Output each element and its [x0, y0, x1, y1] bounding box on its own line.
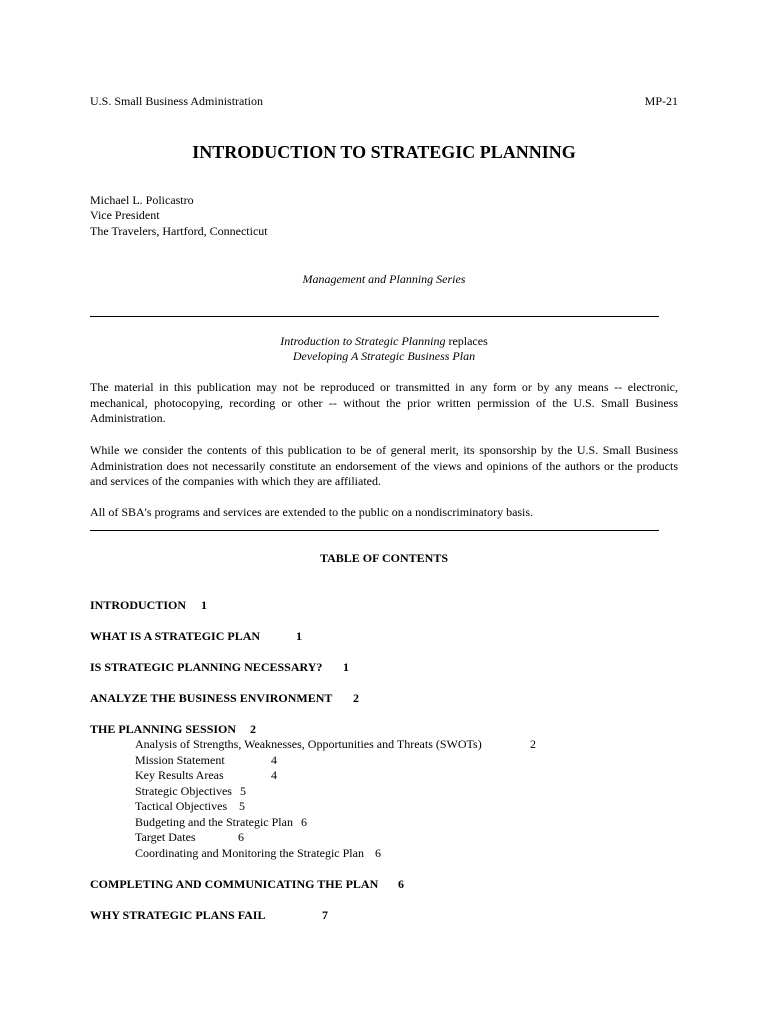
- copyright-paragraph: The material in this publication may not be reproduced or transmitted in any form or by any means -- electronic, mechanical, photocopying, recording or other -- without the prior written permission of the U.S. Small Business Administration.: [90, 380, 678, 425]
- toc-subsection-title: Tactical Objectives: [135, 799, 228, 813]
- toc-subsection: [135, 753, 277, 769]
- author-affiliation: The Travelers, Hartford, Connecticut: [90, 224, 268, 238]
- toc-section-title: WHAT IS A STRATEGIC PLAN: [90, 629, 261, 643]
- toc-section-title: IS STRATEGIC PLANNING NECESSARY?: [90, 660, 323, 674]
- toc-section: [90, 691, 359, 707]
- toc-section-page: 2: [353, 691, 359, 705]
- toc-section-title: THE PLANNING SESSION: [90, 722, 237, 736]
- toc-section-page: 7: [322, 908, 328, 922]
- nondiscrimination-paragraph: All of SBA's programs and services are extended to the public on a nondiscriminatory basis.: [90, 505, 534, 519]
- toc-section-page: 1: [343, 660, 349, 674]
- toc-subsection: [135, 799, 245, 815]
- toc-subsection-title: Key Results Areas: [135, 768, 224, 782]
- author-position: Vice President: [90, 208, 160, 222]
- replaces-new-title: Introduction to Strategic Planning: [280, 334, 446, 348]
- toc-subsection-page: 2: [530, 737, 536, 751]
- toc-section-title: INTRODUCTION: [90, 598, 187, 612]
- toc-subsection: [135, 768, 277, 784]
- toc-subsection: [135, 846, 381, 862]
- toc-section: [90, 908, 328, 924]
- toc-subsection-title: Analysis of Strengths, Weaknesses, Opportunities and Threats (SWOTs): [135, 737, 482, 751]
- toc-section-page: 1: [296, 629, 302, 643]
- series-name: Management and Planning Series: [302, 272, 466, 286]
- toc-section-title: COMPLETING AND COMMUNICATING THE PLAN: [90, 877, 379, 891]
- toc-subsection: [135, 737, 536, 753]
- replaces-old-title: Developing A Strategic Business Plan: [292, 349, 476, 363]
- toc-section: [90, 629, 302, 645]
- toc-section-page: 1: [201, 598, 207, 612]
- toc-subsection-title: Mission Statement: [135, 753, 225, 767]
- toc-subsection-title: Budgeting and the Strategic Plan: [135, 815, 293, 829]
- toc-section: [90, 877, 404, 893]
- header-agency: U.S. Small Business Administration: [90, 94, 264, 108]
- toc-section: [90, 660, 349, 676]
- toc-subsection-page: 6: [238, 830, 244, 844]
- toc-subsection-page: 6: [375, 846, 381, 860]
- toc-subsection-title: Coordinating and Monitoring the Strategic Plan: [135, 846, 364, 860]
- toc-section: [90, 722, 256, 738]
- toc-section-page: 6: [398, 877, 404, 891]
- document-title: INTRODUCTION TO STRATEGIC PLANNING: [192, 142, 576, 162]
- toc-section-title: WHY STRATEGIC PLANS FAIL: [90, 908, 266, 922]
- toc-section-page: 2: [250, 722, 256, 736]
- toc-subsection: [135, 784, 246, 800]
- divider-bottom: [90, 530, 659, 531]
- toc-subsection-page: 4: [271, 753, 277, 767]
- header-code: MP-21: [644, 94, 678, 108]
- divider-top: [90, 316, 659, 317]
- toc-subsection: [135, 830, 244, 846]
- toc-subsection: [135, 815, 307, 831]
- replaces-word: replaces: [445, 334, 488, 348]
- toc-subsection-title: Target Dates: [135, 830, 196, 844]
- disclaimer-paragraph: While we consider the contents of this publication to be of general merit, its sponsorship by the U.S. Small Business Administration does not necessarily constitute an endorsement of the views and opinions of the authors or the products and services of the companies with which they are affiliated.: [90, 443, 678, 488]
- author-name: Michael L. Policastro: [90, 193, 194, 207]
- toc-section-title: ANALYZE THE BUSINESS ENVIRONMENT: [90, 691, 333, 705]
- toc-subsection-page: 6: [301, 815, 307, 829]
- toc-subsection-title: Strategic Objectives: [135, 784, 232, 798]
- replaces-line: [0, 334, 768, 350]
- toc-section: [90, 598, 207, 614]
- toc-subsection-page: 4: [271, 768, 277, 782]
- toc-subsection-page: 5: [239, 799, 245, 813]
- toc-subsection-page: 5: [240, 784, 246, 798]
- toc-heading: TABLE OF CONTENTS: [319, 551, 449, 565]
